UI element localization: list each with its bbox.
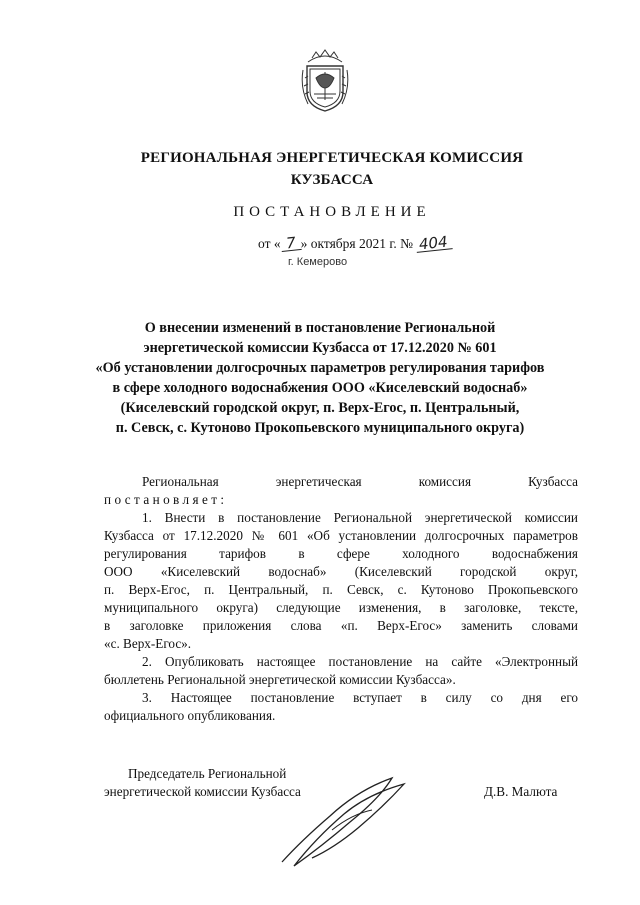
body-line: регулирования тарифов в сфере холодного водоснабжения — [104, 546, 578, 561]
signatory-position-line2: энергетической комиссии Кузбасса — [104, 784, 301, 799]
date-middle: » октября 2021 г. № — [300, 236, 414, 251]
handwritten-signature — [272, 770, 412, 870]
title-line: «Об установлении долгосрочных параметров регулирования тарифов — [95, 360, 545, 376]
date-prefix: от « — [258, 236, 281, 251]
org-title-line1: РЕГИОНАЛЬНАЯ ЭНЕРГЕТИЧЕСКАЯ КОМИССИЯ — [140, 150, 524, 166]
title-line: в сфере холодного водоснабжения ООО «Киселевский водоснаб» — [112, 380, 528, 396]
org-title-line2: КУЗБАССА — [290, 172, 374, 188]
date-day-handwritten: 7 — [280, 235, 301, 252]
body-line: бюллетень Региональной энергетической комиссии Кузбасса». — [104, 672, 456, 687]
body-line: постановляет: — [104, 492, 228, 507]
body-line: 1. Внести в постановление Региональной энергетической комиссии — [142, 510, 578, 525]
signatory-position-line1: Председатель Региональной — [128, 766, 287, 781]
body-line: муниципального округа) следующие изменения, в заголовке, тексте, — [104, 600, 578, 615]
document-number-handwritten: 404 — [416, 234, 453, 253]
signatory-name: Д.В. Малюта — [484, 784, 558, 799]
body-line: официального опубликования. — [104, 708, 276, 723]
body-line: «с. Верх-Егос». — [104, 636, 192, 651]
dateline — [258, 232, 452, 254]
city: г. Кемерово — [288, 256, 348, 268]
body-line: в заголовке приложения слова «п. Верх-Егос» заменить словами — [104, 618, 578, 633]
body-line: Кузбасса от 17.12.2020 № 601 «Об установлении долгосрочных параметров — [104, 528, 578, 543]
body-line: п. Верх-Егос, п. Центральный, п. Севск, с. Кутоново Прокопьевского — [104, 582, 578, 597]
body-line: 2. Опубликовать настоящее постановление на сайте «Электронный — [142, 654, 578, 669]
title-line: О внесении изменений в постановление Региональной — [144, 320, 496, 336]
title-line: (Киселевский городской округ, п. Верх-Егос, п. Центральный, — [120, 400, 520, 416]
title-line: п. Севск, с. Кутоново Прокопьевского муниципального округа) — [115, 420, 525, 436]
document-type: ПОСТАНОВЛЕНИЕ — [233, 204, 431, 220]
coat-of-arms-emblem — [300, 48, 350, 114]
body-line: 3. Настоящее постановление вступает в силу со дня его — [142, 690, 578, 705]
body-line: ООО «Киселевский водоснаб» (Киселевский городской округ, — [104, 564, 578, 579]
title-line: энергетической комиссии Кузбасса от 17.12.2020 № 601 — [143, 340, 497, 356]
body-line: Региональная энергетическая комиссия Кузбасса — [142, 474, 578, 489]
